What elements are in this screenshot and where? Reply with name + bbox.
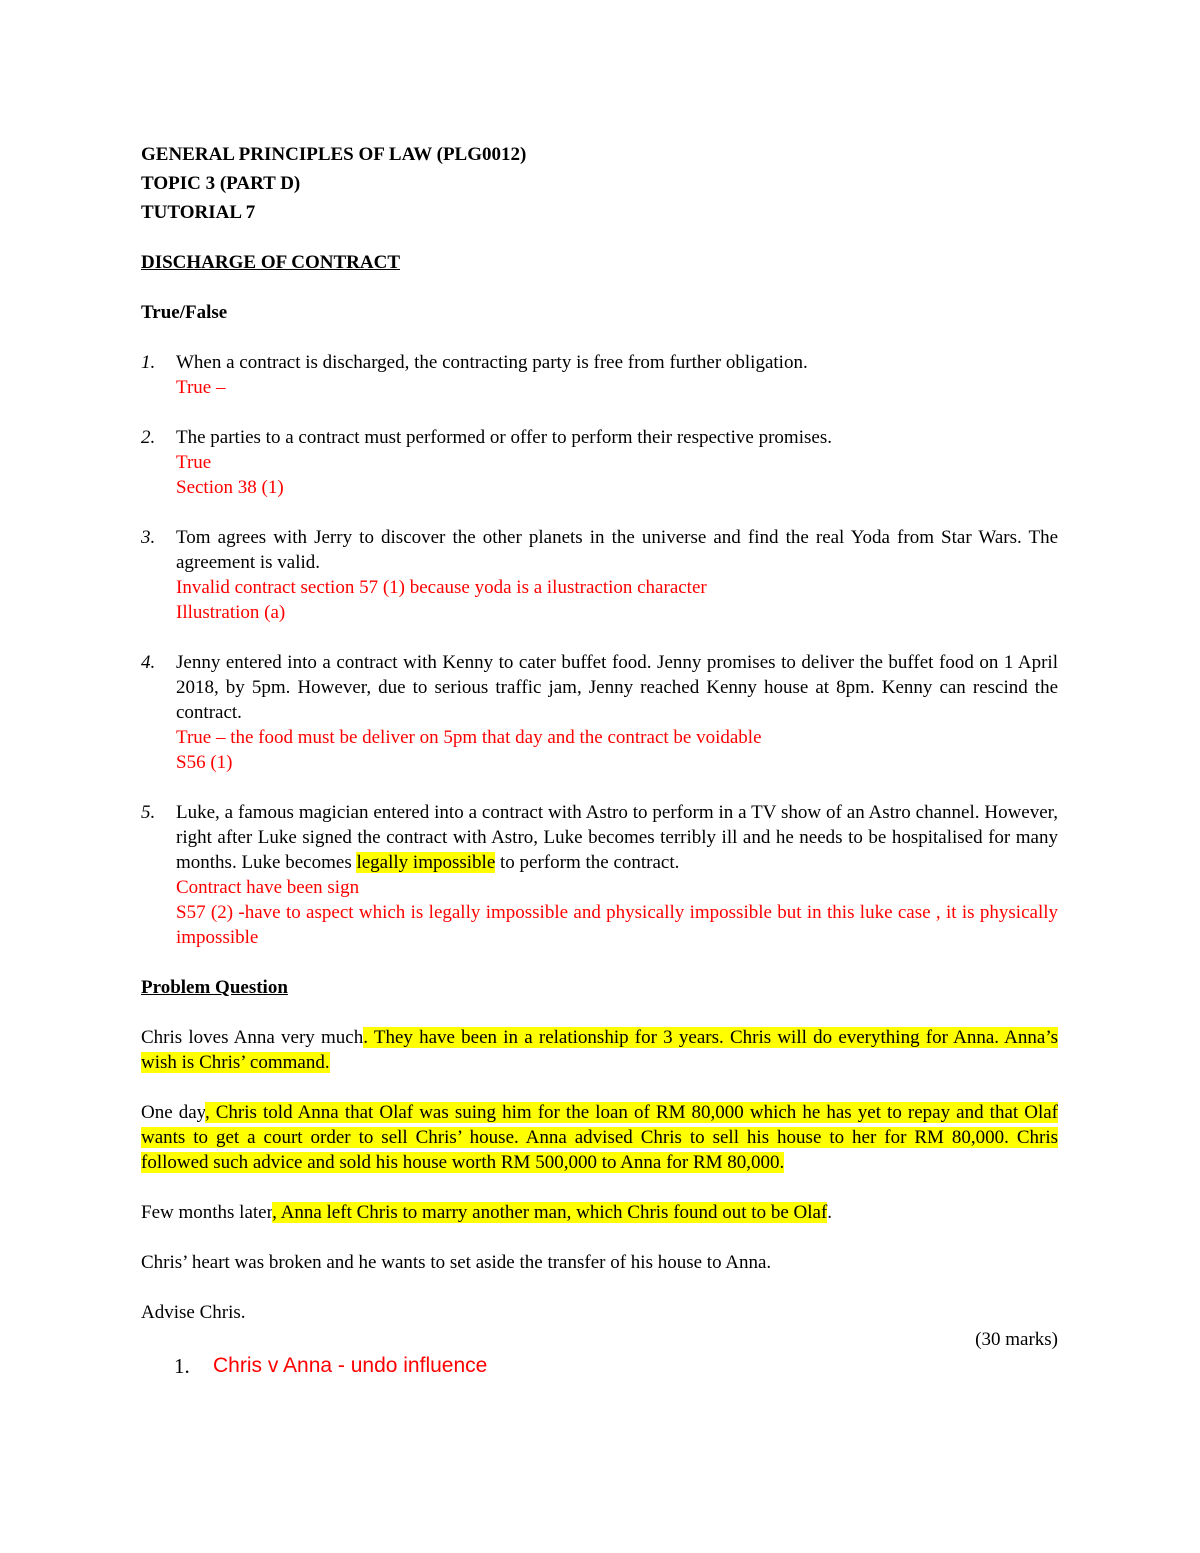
question-number: 5. [141,802,156,823]
question-3 [141,525,1058,625]
highlighted-text: , Chris told Anna that Olaf was suing him for the loan of RM 80,000 which he has yet to repay and that Olaf wants to get a court order to sell Chris’ house. Anna advised Chris to sell his house to her for RM 80,000. Chris followed such advice and sold his house worth RM 500,000 to Anna for RM 80,000. [141,1102,1058,1173]
answer-number: 1. [174,1354,190,1378]
answer-line: True – the food must be deliver on 5pm that day and the contract be voidable [176,727,762,748]
highlighted-phrase: legally impossible [356,852,496,873]
paragraph-text: Chris loves Anna very much [141,1027,364,1048]
question-text: Tom agrees with Jerry to discover the other planets in the universe and find the real Yoda from Star Wars. The agreement is valid. [176,527,1058,573]
problem-heading: Problem Question [141,977,288,998]
question-number: 1. [141,352,156,373]
question-2 [141,425,1058,500]
highlighted-text: . They have been in a relationship for 3 years. Chris will do everything for Anna. Anna’s wish is Chris’ command. [141,1027,1058,1073]
answer-line: Contract have been sign [176,877,360,898]
paragraph-text: . [827,1202,833,1223]
tutorial-title: TUTORIAL 7 [141,202,256,223]
problem-paragraph-2 [141,1100,1058,1175]
question-text-part: Luke, a famous magician entered into a contract with Astro to perform in a TV show of an Astro channel. However, right after Luke signed the contract with Astro, Luke becomes terribly ill and he needs to be hospitalised for many months. Luke becomes [176,802,1058,873]
true-false-label: True/False [141,302,228,323]
paragraph-text: One day [141,1102,205,1123]
section-heading: DISCHARGE OF CONTRACT [141,252,400,273]
course-title: GENERAL PRINCIPLES OF LAW (PLG0012) [141,144,527,165]
answer-line: Section 38 (1) [176,477,284,498]
question-text-part: to perform the contract. [495,852,680,873]
problem-paragraph-3 [141,1200,1058,1225]
answer-line: S56 (1) [176,752,233,773]
problem-paragraph-1 [141,1025,1058,1075]
answer-line: True – [176,377,226,398]
question-5 [141,800,1058,950]
marks-label: (30 marks) [975,1329,1058,1350]
answer-line: Illustration (a) [176,602,286,623]
question-1 [141,350,1058,400]
document-content [141,142,1058,1380]
question-text [176,800,1058,875]
question-text: The parties to a contract must performed or offer to perform their respective promises. [176,427,832,448]
question-4 [141,650,1058,775]
highlighted-text: , Anna left Chris to marry another man, which Chris found out to be Olaf [272,1202,828,1223]
problem-paragraph-4: Chris’ heart was broken and he wants to set aside the transfer of his house to Anna. [141,1252,772,1273]
answer-line: True [176,452,212,473]
answer-line: S57 (2) -have to aspect which is legally impossible and physically impossible but in this luke case , it is physically impossible [176,902,1058,948]
question-number: 3. [141,527,156,548]
question-number: 4. [141,652,156,673]
problem-instruction: Advise Chris. [141,1302,246,1323]
question-text: Jenny entered into a contract with Kenny to cater buffet food. Jenny promises to deliver the buffet food on 1 April 2018, by 5pm. However, due to serious traffic jam, Jenny reached Kenny house at 8pm. Kenny can rescind the contract. [176,652,1058,723]
topic-title: TOPIC 3 (PART D) [141,173,301,194]
answer-line: Invalid contract section 57 (1) because yoda is a ilustraction character [176,577,707,598]
answer-text: Chris v Anna - undo influence [213,1354,488,1377]
answer-list-item [141,1352,1058,1380]
paragraph-text: Few months later [141,1202,273,1223]
question-number: 2. [141,427,156,448]
question-text: When a contract is discharged, the contracting party is free from further obligation. [176,352,808,373]
